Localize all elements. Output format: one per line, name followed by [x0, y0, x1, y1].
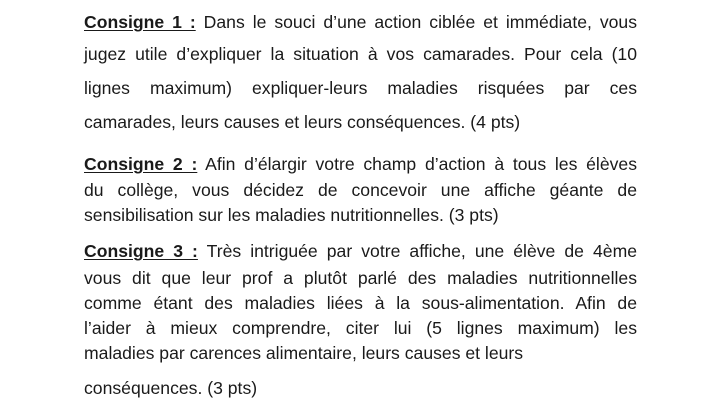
consigne-1-line-1 [84, 12, 637, 33]
consigne-3-text-1: Très intriguée par votre affiche, une élève de 4ème [197, 241, 638, 261]
consigne-1-line-2: jugez utile d’expliquer la situation à vos camarades. Pour cela (10 [84, 44, 637, 64]
consigne-1-label: Consigne 1 : [84, 12, 196, 32]
consigne-1-text-1: Dans le souci d’une action ciblée et immédiate, vous [195, 12, 637, 32]
consigne-3-label: Consigne 3 : [84, 241, 198, 261]
consigne-2-line-2: du collège, vous décidez de concevoir une affiche géante de [84, 180, 637, 200]
consigne-3-line-1 [84, 241, 637, 262]
consigne-2-text-1: Afin d’élargir votre champ d’action à tous les élèves [197, 154, 637, 174]
consigne-3-line-5: maladies par carences alimentaire, leurs causes et leurs [84, 343, 524, 363]
consigne-3-line-4: l’aider à mieux comprendre, citer lui (5 lignes maximum) les [84, 318, 637, 338]
consigne-3-line-2: vous dit que leur prof a plutôt parlé des maladies nutritionnelles [84, 268, 637, 288]
consigne-2-line-1 [84, 154, 637, 175]
consigne-3-line-3: comme étant des maladies liées à la sous-alimentation. Afin de [84, 293, 637, 313]
consigne-1-line-3: lignes maximum) expliquer-leurs maladies risquées par ces [84, 78, 637, 98]
consigne-2-label: Consigne 2 : [84, 154, 198, 174]
consigne-2-line-3: sensibilisation sur les maladies nutritionnelles. (3 pts) [84, 205, 499, 225]
consigne-1-line-4: camarades, leurs causes et leurs conséquences. (4 pts) [84, 112, 521, 132]
consigne-3-line-6: conséquences. (3 pts) [84, 378, 258, 398]
